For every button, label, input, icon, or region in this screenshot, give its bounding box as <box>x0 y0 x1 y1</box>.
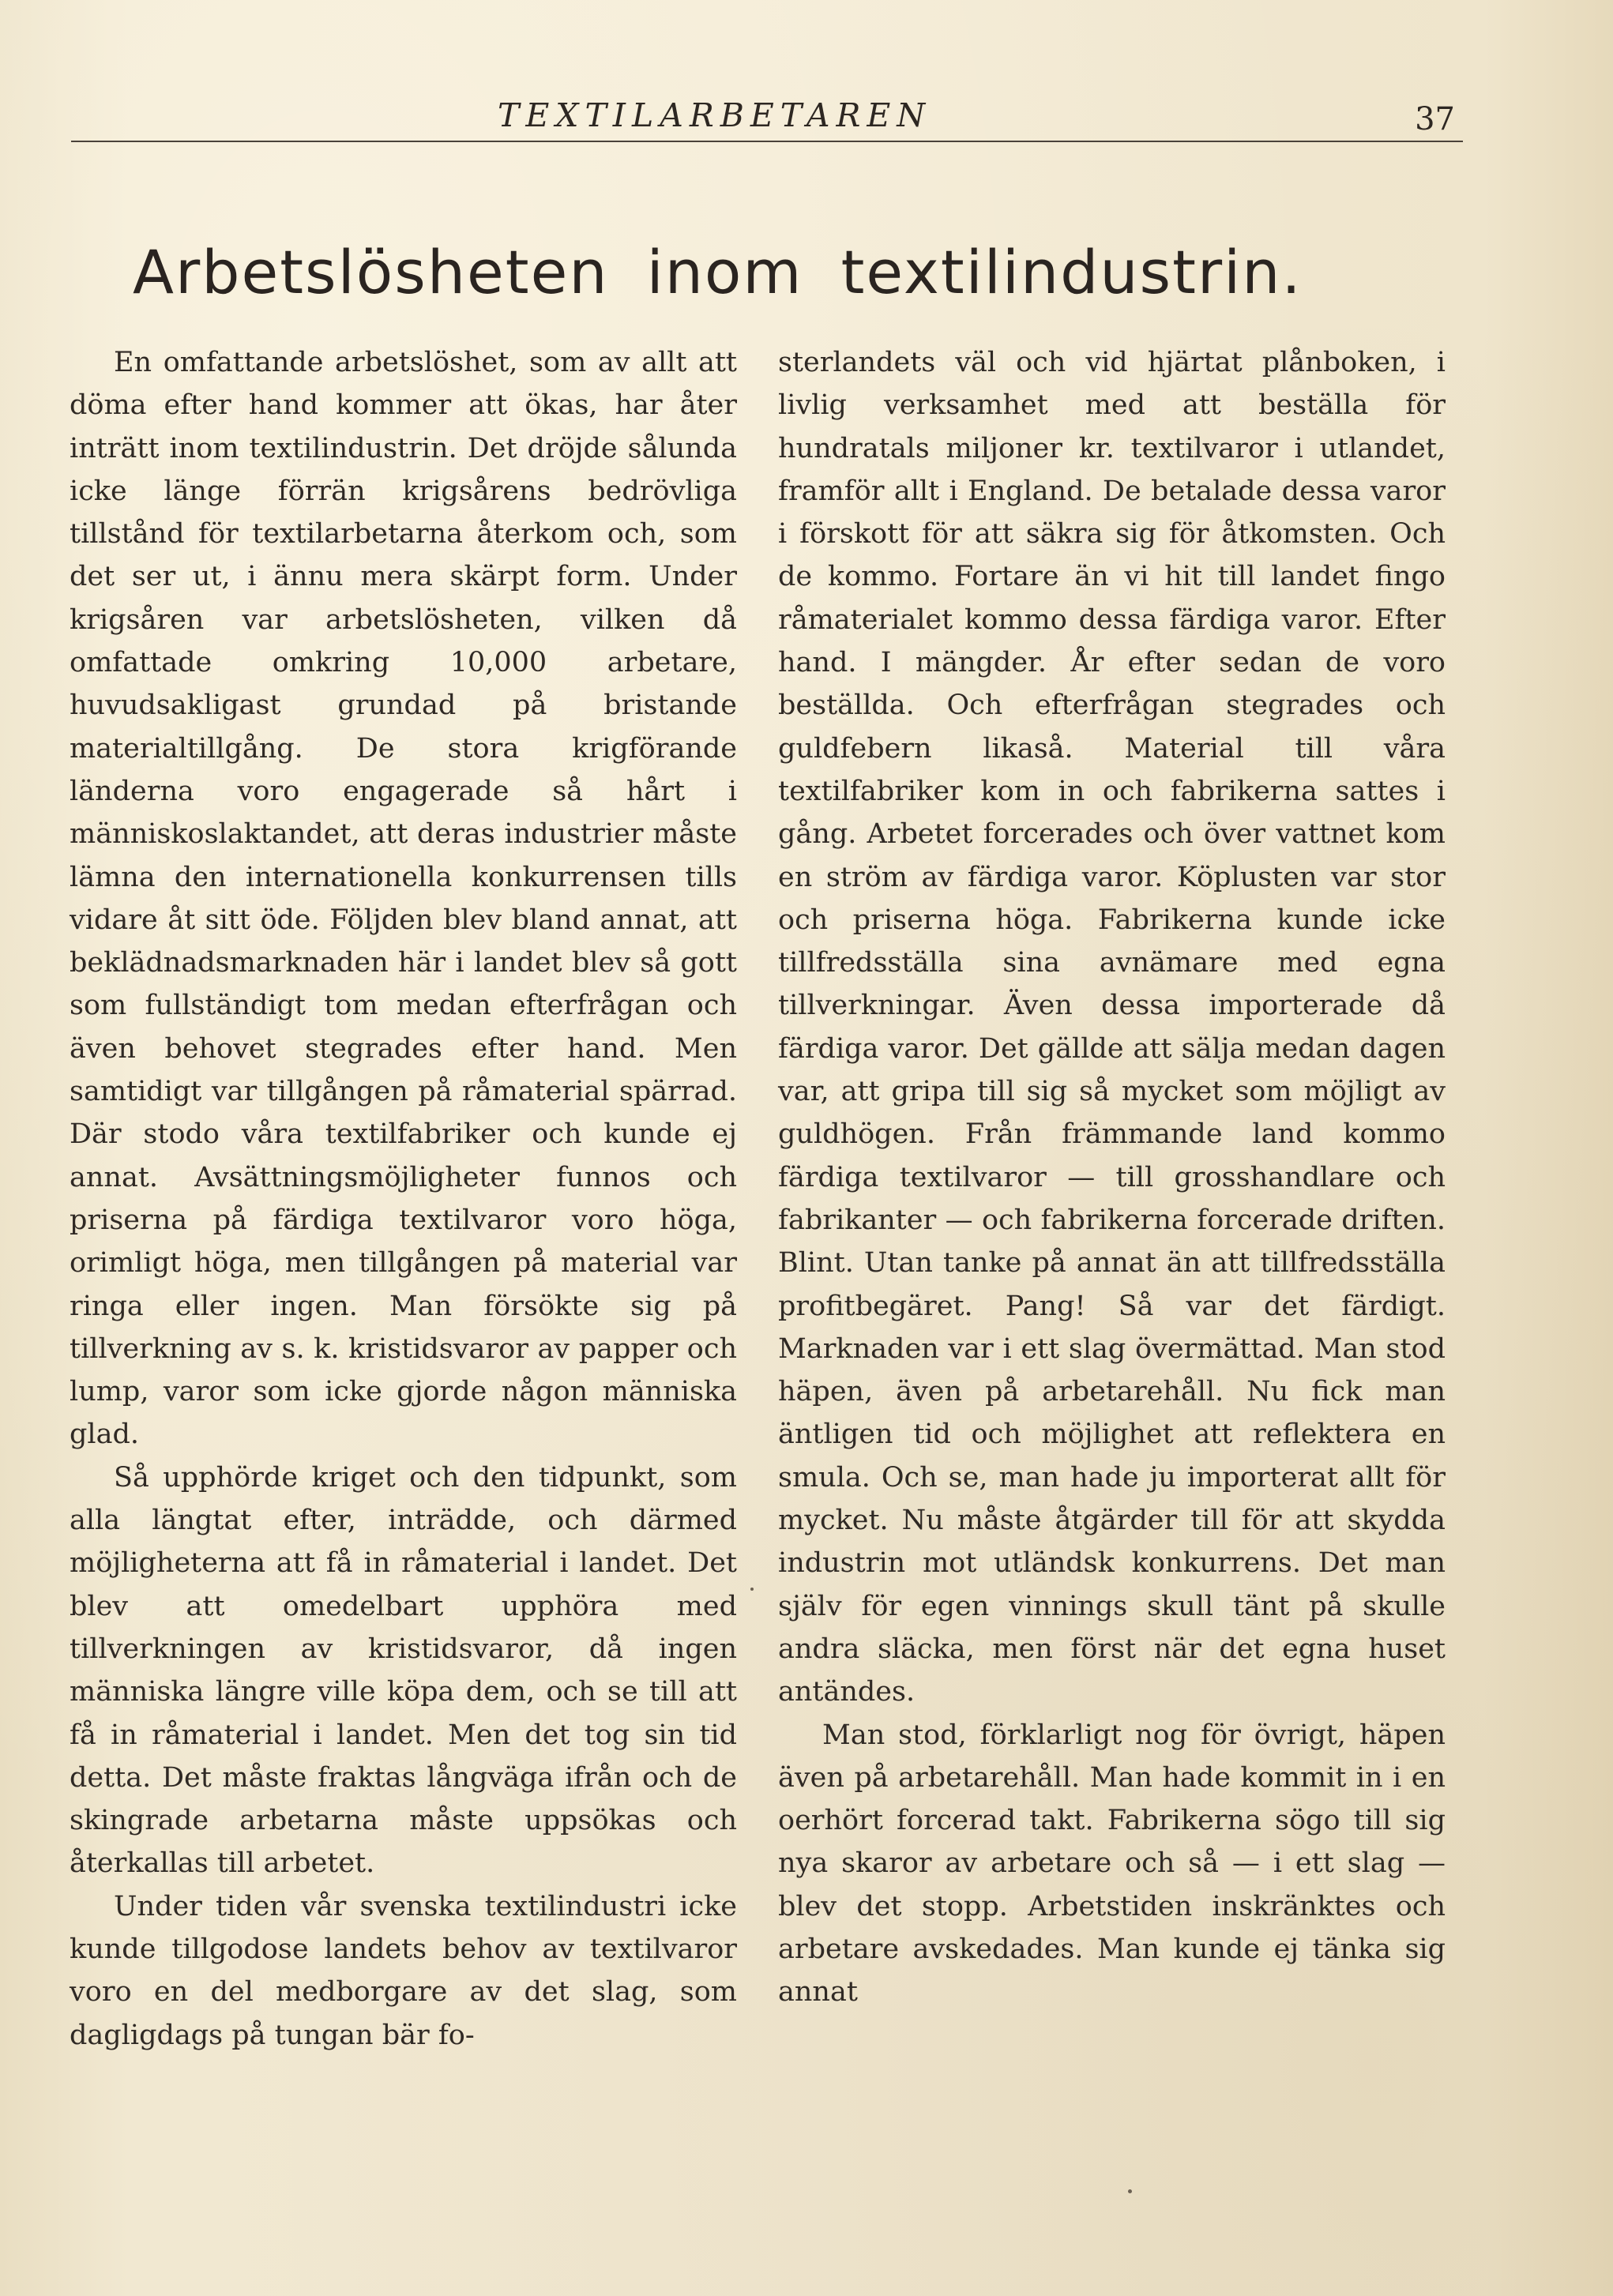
journal-name: TEXTILARBETAREN <box>498 96 932 134</box>
page-number: 37 <box>1415 101 1455 137</box>
paragraph-continuation: sterlandets väl och vid hjärtat plånboken, i livlig verksamhet med att beställa för hundratals miljoner kr. textilvaror i utlandet, framför allt i England. De betalade dessa varor i förskott för att säkra sig för åtkomsten. Och de kommo. Fortare än vi hit till landet fingo råmaterialet kommo dessa färdiga varor. Efter hand. I mängder. År efter sedan de voro beställda. Och efterfrågan stegrades och guldfebern likaså. Material till våra textilfabriker kom in och fabrikerna sattes i gång. Arbetet forcerades och över vattnet kom en ström av färdiga varor. Köplusten var stor och priserna höga. Fabrikerna kunde icke tillfredsställa sina avnämare med egna tillverkningar. Även dessa importerade då färdiga varor. Det gällde att sälja medan dagen var, att gripa till sig så mycket som möjligt av guldhögen. Från främmande land kommo färdiga textilvaror — till grosshandlare och fabrikanter — och fabrikerna forcerade driften. Blint. Utan tanke på annat än att tillfredsställa profitbegäret. Pang! Så var det färdigt. Marknaden var i ett slag övermättad. Man stod häpen, även på arbetarehåll. Nu fick man äntligen tid och möjlighet att reflektera en smula. Och se, man hade ju importerat allt för mycket. Nu måste åtgärder till för att skydda industrin mot utländsk konkurrens. Det man själv för egen vinnings skull tänt på skulle andra släcka, men först när det egna huset antändes. <box>778 347 1446 1708</box>
right-column <box>778 341 1446 2014</box>
paragraph: En omfattande arbetslöshet, som av allt att döma efter hand kommer att ökas, har åter inträtt inom textilindustrin. Det dröjde sålunda icke länge förrän krigsårens bedrövliga tillstånd för textilarbetarna återkom och, som det ser ut, i ännu mera skärpt form. Under krigsåren var arbetslösheten, vilken då omfattade omkring 10,000 arbetare, huvudsakligast grundad på bristande materialtillgång. De stora krigförande länderna voro engagerade så hårt i människoslaktandet, att deras industrier måste lämna den internationella konkurrensen tills vidare åt sitt öde. Följden blev bland annat, att beklädnadsmarknaden här i landet blev så gott som fullständigt tom medan efterfrågan och även behovet stegrades efter hand. Men samtidigt var tillgången på råmaterial spärrad. Där stodo våra textilfabriker och kunde ej annat. Avsättningsmöjligheter funnos och priserna på färdiga textilvaror voro höga, orimligt höga, men tillgången på material var ringa eller ingen. Man försökte sig på tillverkning av s. k. kristidsvaror av papper och lump, varor som icke gjorde någon människa glad. <box>70 347 737 1451</box>
paragraph: Så upphörde kriget och den tidpunkt, som alla längtat efter, inträdde, och därmed möjligheterna att få in råmaterial i landet. Det blev att omedelbart upphöra med tillverkningen av kristidsvaror, då ingen människa längre ville köpa dem, och se till att få in råmaterial i landet. Men det tog sin tid detta. Det måste fraktas långväga ifrån och de skingrade arbetarna måste uppsökas och återkallas till arbetet. <box>70 1461 737 1880</box>
article-title: Arbetslösheten inom textilindustrin. <box>133 237 1303 307</box>
paragraph: Under tiden vår svenska textilindustri icke kunde tillgodose landets behov av textilvaror voro en del medborgare av det slag, som dagligdags på tungan bär fo- <box>70 1890 737 2051</box>
print-speck <box>750 1588 754 1591</box>
print-speck <box>1128 2189 1132 2193</box>
paragraph: Man stod, förklarligt nog för övrigt, häpen även på arbetarehåll. Man hade kommit in i en oerhört forcerad takt. Fabrikerna sögo till sig nya skaror av arbetare och så — i ett slag — blev det stopp. Arbetstiden inskränktes och arbetare avskedades. Man kunde ej tänka sig annat <box>778 1719 1446 2009</box>
running-header <box>71 93 1463 142</box>
left-column <box>70 341 737 2057</box>
